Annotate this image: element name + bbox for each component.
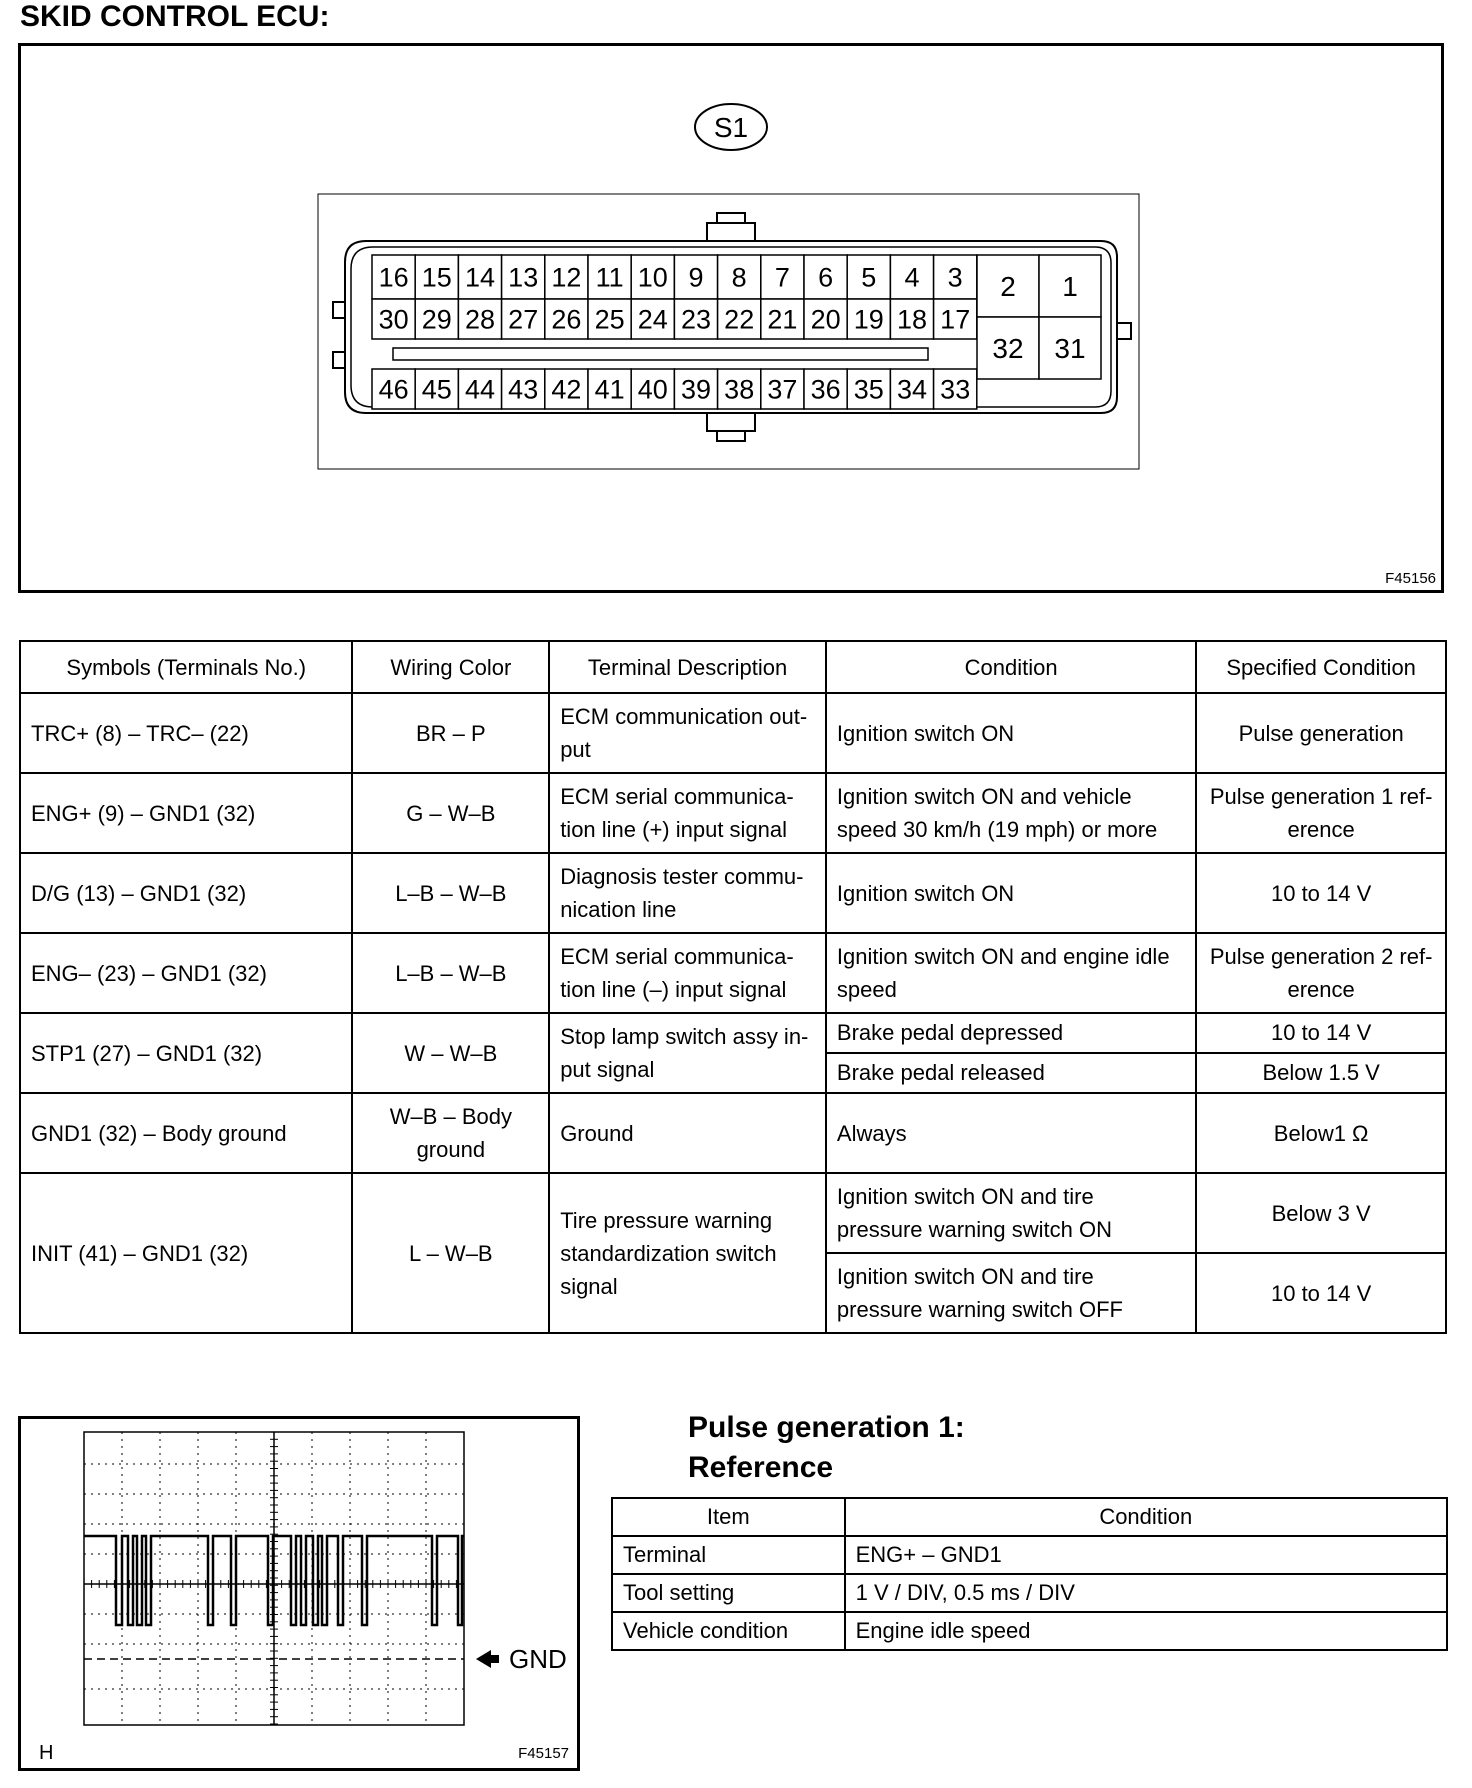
pin-38: 38 [724,374,755,405]
description-cell: Tire pressure warning standardization switch signal [549,1173,826,1333]
symbol-cell: GND1 (32) – Body ground [20,1093,352,1173]
pin-15: 15 [421,262,452,293]
connector-diagram [21,46,1441,590]
figure-code: F45156 [1385,570,1436,587]
pulse-title-line2: Reference [688,1451,834,1484]
pin-28: 28 [464,304,496,335]
table-row [20,693,1446,773]
pin-14: 14 [464,262,496,293]
ref-item: Tool setting [612,1574,845,1612]
ref-value: 1 V / DIV, 0.5 ms / DIV [845,1574,1447,1612]
pin-44: 44 [464,374,496,405]
pin-13: 13 [508,262,539,293]
pin-35: 35 [853,374,884,405]
pin-17: 17 [940,304,971,335]
spec-cell: Pulse generation [1196,693,1446,773]
spec-cell: Below 3 V [1196,1173,1446,1253]
pin-32: 32 [992,333,1024,365]
pin-1: 1 [1062,271,1078,303]
wiring-color-cell: L – W–B [352,1173,549,1333]
pin-12: 12 [551,262,582,293]
ref-header-row [612,1498,1447,1536]
pin-26: 26 [551,304,582,335]
pin-5: 5 [861,262,877,293]
condition-cell: Ignition switch ON and vehicle speed 30 km/h (19 mph) or more [826,773,1196,853]
symbol-cell: STP1 (27) – GND1 (32) [20,1013,352,1093]
pin-46: 46 [378,374,409,405]
wiring-color-cell: W–B – Body ground [352,1093,549,1173]
condition-cell: Ignition switch ON [826,693,1196,773]
pin-27: 27 [508,304,539,335]
ref-header-condition: Condition [845,1498,1447,1536]
condition-cell: Ignition switch ON and tire pressure warning switch OFF [826,1253,1196,1333]
table-row [20,1173,1446,1253]
pin-7: 7 [774,262,790,293]
wiring-color-cell: W – W–B [352,1013,549,1093]
description-cell: Diagnosis tester commu-nication line [549,853,826,933]
gnd-label: GND [509,1644,567,1674]
wiring-color-cell: G – W–B [352,773,549,853]
pin-29: 29 [421,304,452,335]
pin-22: 22 [724,304,755,335]
wiring-color-cell: BR – P [352,693,549,773]
header-symbols: Symbols (Terminals No.) [20,641,352,693]
pin-20: 20 [810,304,841,335]
pin-9: 9 [688,262,704,293]
connector-key-bar [393,348,928,360]
header-wiring-color: Wiring Color [352,641,549,693]
pin-16: 16 [378,262,409,293]
header-specified-condition: Specified Condition [1196,641,1446,693]
connector-figure [18,43,1444,593]
pin-11: 11 [595,262,624,293]
left-tab-upper [333,302,345,318]
pin-39: 39 [680,374,712,405]
pin-3: 3 [947,262,963,293]
description-cell: ECM serial communica-tion line (+) input signal [549,773,826,853]
pin-30: 30 [378,304,409,335]
oscilloscope-waveform [21,1419,577,1768]
bottom-latch [707,413,755,441]
ref-item: Terminal [612,1536,845,1574]
wiring-color-cell: L–B – W–B [352,933,549,1013]
ref-value: Engine idle speed [845,1612,1447,1650]
spec-cell: Below 1.5 V [1196,1053,1446,1093]
pin-18: 18 [896,304,928,335]
pin-10: 10 [637,262,668,293]
pin-33: 33 [940,374,971,405]
ref-item: Vehicle condition [612,1612,845,1650]
pin-43: 43 [508,374,539,405]
pin-36: 36 [810,374,841,405]
top-latch [707,213,755,241]
table-row [612,1536,1447,1574]
table-row [20,1093,1446,1173]
pulse-title [688,1408,965,1488]
ref-header-item: Item [612,1498,845,1536]
spec-cell: 10 to 14 V [1196,1013,1446,1053]
pin-23: 23 [680,304,712,335]
pin-24: 24 [637,304,668,335]
pin-34: 34 [896,374,928,405]
spec-cell: Pulse generation 2 ref-erence [1196,933,1446,1013]
spec-cell: 10 to 14 V [1196,853,1446,933]
right-tab [1117,323,1131,339]
wiring-color-cell: L–B – W–B [352,853,549,933]
table-header-row [20,641,1446,693]
spec-cell: 10 to 14 V [1196,1253,1446,1333]
description-cell: ECM communication out-put [549,693,826,773]
pin-19: 19 [853,304,884,335]
pin-21: 21 [767,304,798,335]
condition-cell: Ignition switch ON and engine idle speed [826,933,1196,1013]
pin-4: 4 [904,262,920,293]
table-row [20,1013,1446,1053]
condition-cell: Brake pedal released [826,1053,1196,1093]
symbol-cell: ENG+ (9) – GND1 (32) [20,773,352,853]
table-row [612,1612,1447,1650]
spec-cell: Pulse generation 1 ref-erence [1196,773,1446,853]
pulse-title-line1: Pulse generation 1: [688,1411,965,1444]
figure-code: F45157 [518,1745,569,1762]
page-title: SKID CONTROL ECU: [20,0,330,33]
description-cell: Stop lamp switch assy in-put signal [549,1013,826,1093]
pin-41: 41 [594,374,625,405]
spec-cell: Below1 Ω [1196,1093,1446,1173]
pulse-trace [84,1536,464,1625]
description-cell: Ground [549,1093,826,1173]
header-condition: Condition [826,641,1196,693]
symbol-cell: ENG– (23) – GND1 (32) [20,933,352,1013]
table-row [20,853,1446,933]
pin-6: 6 [818,262,834,293]
condition-cell: Brake pedal depressed [826,1013,1196,1053]
condition-cell: Always [826,1093,1196,1173]
pin-25: 25 [594,304,625,335]
header-terminal-description: Terminal Description [549,641,826,693]
gnd-arrow-icon [476,1650,499,1668]
pin-8: 8 [731,262,747,293]
pin-31: 31 [1054,333,1086,365]
table-row [20,773,1446,853]
pin-40: 40 [637,374,668,405]
pulse-reference-table [611,1497,1448,1651]
terminal-spec-table [19,640,1447,1334]
pin-45: 45 [421,374,452,405]
corner-label: H [39,1742,54,1764]
condition-cell: Ignition switch ON [826,853,1196,933]
condition-cell: Ignition switch ON and tire pressure warning switch ON [826,1173,1196,1253]
symbol-cell: TRC+ (8) – TRC– (22) [20,693,352,773]
ref-value: ENG+ – GND1 [845,1536,1447,1574]
pin-42: 42 [551,374,582,405]
symbol-cell: D/G (13) – GND1 (32) [20,853,352,933]
table-row [20,933,1446,1013]
waveform-figure [18,1416,580,1771]
pin-2: 2 [1000,271,1016,303]
description-cell: ECM serial communica-tion line (–) input signal [549,933,826,1013]
left-tab-lower [333,352,345,368]
connector-label: S1 [713,112,749,143]
symbol-cell: INIT (41) – GND1 (32) [20,1173,352,1333]
table-row [612,1574,1447,1612]
pin-37: 37 [767,374,798,405]
